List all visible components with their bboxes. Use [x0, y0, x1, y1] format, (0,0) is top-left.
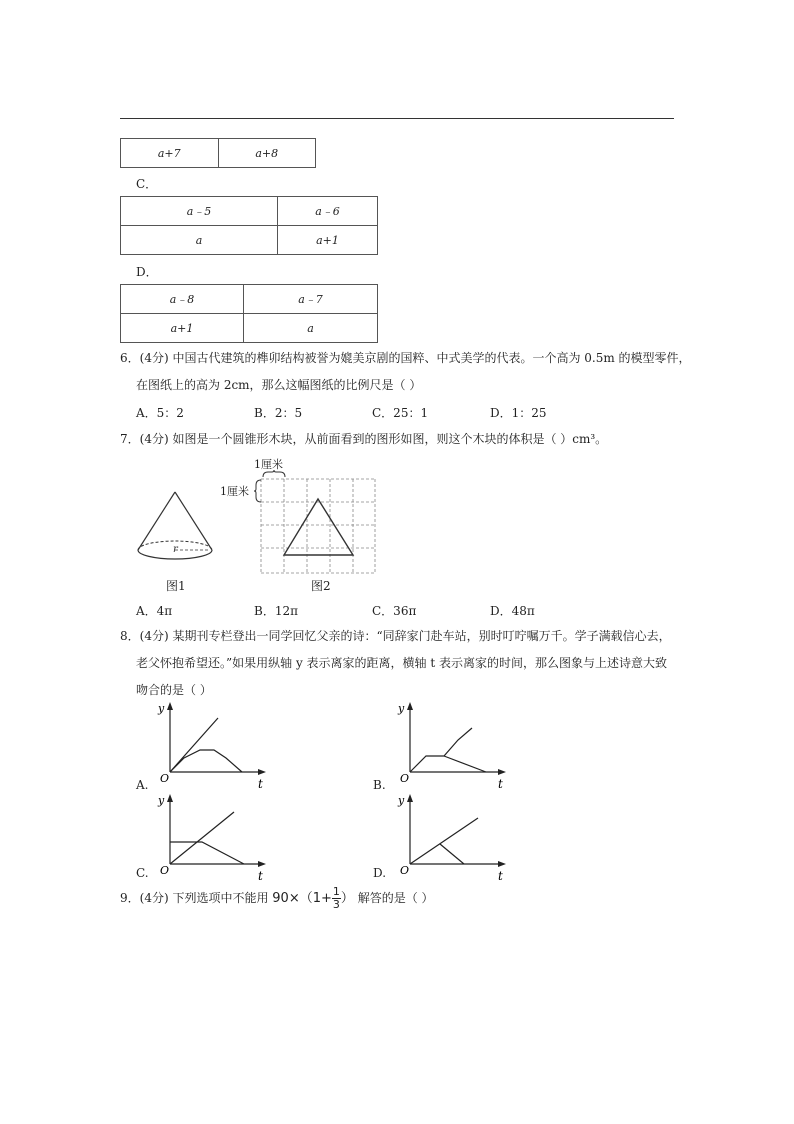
unit-left-label: 1厘米 [220, 485, 249, 498]
expr-pre: 90×（1+ [272, 891, 332, 906]
axis-y: y [398, 794, 405, 807]
question-9-tail: 解答的是（ ） [357, 891, 434, 905]
table-cell: a+1 [121, 314, 244, 343]
expr-post: ） [340, 891, 354, 906]
question-8-line3: 吻合的是（ ） [136, 683, 212, 697]
graph-c-label: C. [136, 866, 149, 880]
graph-b-label: B. [373, 778, 386, 792]
table-cell: a﹣8 [121, 285, 244, 314]
question-8-line2: 老父怀抱希望还。”如果用纵轴 y 表示离家的距离，横轴 t 表示离家的时间，那么图象与上述诗意大致 [136, 656, 667, 670]
origin: O [160, 864, 170, 877]
q7-option-a: A．4π [136, 604, 173, 618]
axis-t: t [258, 777, 263, 791]
question-6-line1: 6．(4分) 中国古代建筑的榫卯结构被誉为媲美京剧的国粹、中式美学的代表。一个高为 0.5m 的模型零件， [120, 351, 691, 365]
graph-a [150, 700, 270, 791]
origin: O [400, 772, 410, 785]
fig2-caption: 图2 [311, 579, 331, 593]
table-cell: a﹣5 [121, 197, 278, 226]
q6-option-b: B．2：5 [254, 406, 303, 420]
unit-top-brace [262, 470, 286, 478]
question-7-line1: 7．(4分) 如图是一个圆锥形木块，从前面看到的图形如图，则这个木块的体积是（ ）cm³。 [120, 432, 608, 446]
frac-num: 1 [332, 885, 340, 898]
table-cell: a﹣6 [278, 197, 378, 226]
q6-option-a: A．5：2 [136, 406, 184, 420]
unit-top-label: 1厘米 [254, 458, 283, 471]
cone-radius-mark: r [173, 544, 178, 555]
option-d-table [120, 284, 378, 343]
question-9-lead: 9．(4分) 下列选项中不能用 [120, 891, 269, 905]
option-c-table [120, 196, 378, 255]
math-expression [272, 886, 354, 911]
table-cell: a+1 [278, 226, 378, 255]
grid-figure [260, 478, 376, 574]
axis-y: y [398, 702, 405, 715]
question-9 [120, 886, 434, 911]
graph-d [390, 792, 510, 883]
question-6-line2: 在图纸上的高为 2cm，那么这幅图纸的比例尺是（ ） [136, 378, 422, 392]
option-b-table [120, 138, 316, 168]
table-cell: a [244, 314, 378, 343]
origin: O [160, 772, 170, 785]
table-cell: a﹣7 [244, 285, 378, 314]
axis-y: y [158, 702, 165, 715]
axis-y: y [158, 794, 165, 807]
q6-option-c: C．25：1 [372, 406, 429, 420]
table-cell: a [121, 226, 278, 255]
header-rule [120, 118, 674, 119]
graph-a-label: A. [136, 778, 149, 792]
question-8-line1: 8．(4分) 某期刊专栏登出一同学回忆父亲的诗：“同辞家门赴车站，别时叮咛嘱万千。学子满载信心去， [120, 629, 671, 643]
unit-left-brace [254, 479, 262, 503]
q6-option-d: D．1：25 [490, 406, 547, 420]
cone-figure [130, 490, 220, 580]
option-d-label: D． [136, 265, 158, 279]
q7-option-d: D．48π [490, 604, 535, 618]
graph-d-label: D. [373, 866, 387, 880]
graph-c [150, 792, 270, 883]
origin: O [400, 864, 410, 877]
graph-b [390, 700, 510, 791]
option-c-label: C． [136, 177, 158, 191]
fig1-caption: 图1 [166, 579, 186, 593]
q7-option-b: B．12π [254, 604, 298, 618]
axis-t: t [258, 869, 263, 883]
axis-t: t [498, 777, 503, 791]
q7-option-c: C．36π [372, 604, 417, 618]
frac-den: 3 [332, 898, 340, 911]
table-cell: a+8 [218, 139, 316, 168]
axis-t: t [498, 869, 503, 883]
table-cell: a+7 [121, 139, 219, 168]
